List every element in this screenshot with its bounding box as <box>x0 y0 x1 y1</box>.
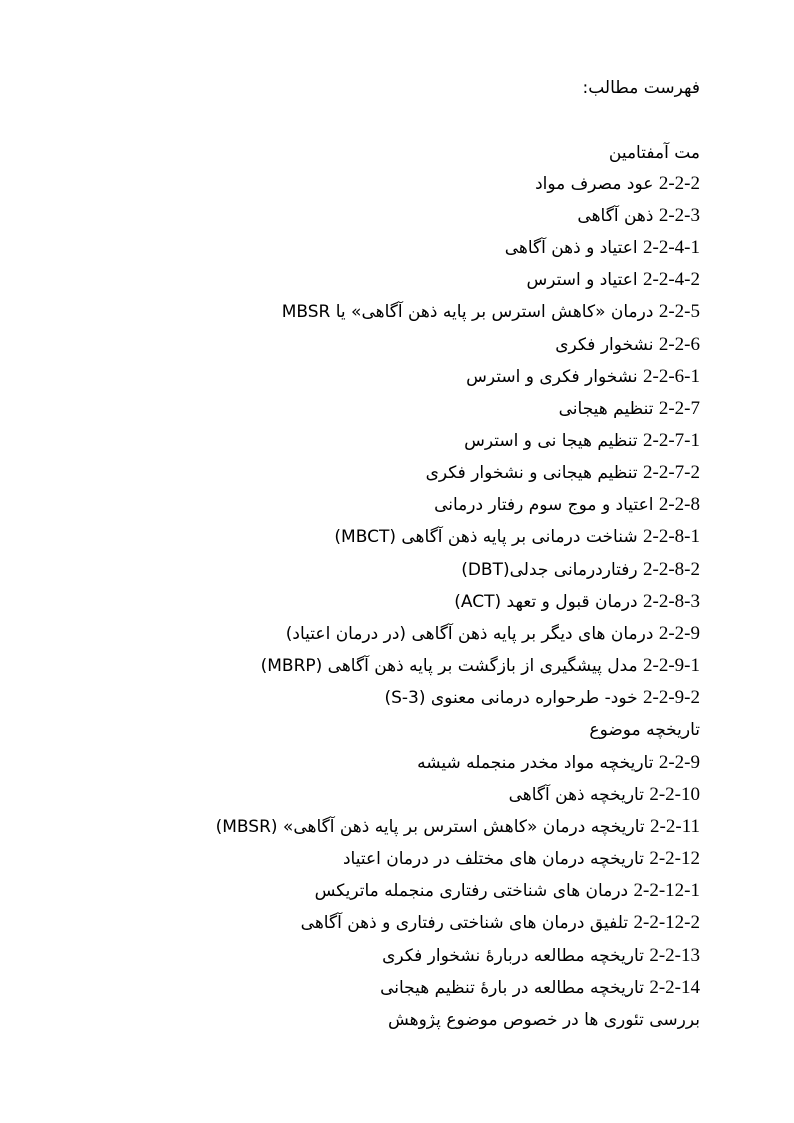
toc-entry: 2-2-7-2 تنظیم هیجانی و نشخوار فکری <box>425 462 700 483</box>
toc-entry: 2-2-11 تاریخچه درمان «کاهش استرس بر پایه ذهن آگاهی» (MBSR) <box>215 816 700 837</box>
toc-entry: 2-2-3 ذهن آگاهی <box>577 205 700 226</box>
toc-entry: 2-2-14 تاریخچه مطالعه در بارۀ تنظیم هیجانی <box>380 977 700 998</box>
toc-entry: 2-2-12-2 تلفیق درمان های شناختی رفتاری و ذهن آگاهی <box>300 912 700 933</box>
toc-entry: 2-2-5 درمان «کاهش استرس بر پایه ذهن آگاهی» یا MBSR <box>281 301 700 322</box>
toc-entry: 2-2-9-1 مدل پیشگیری از بازگشت بر پایه ذهن آگاهی (MBRP) <box>260 655 700 676</box>
toc-entry: 2-2-8 اعتیاد و موج سوم رفتار درمانی <box>434 494 700 515</box>
toc-entry: 2-2-9 درمان های دیگر بر پایه ذهن آگاهی (در درمان اعتیاد) <box>285 623 700 644</box>
toc-entry: 2-2-7 تنظیم هیجانی <box>558 398 700 419</box>
toc-entry: 2-2-8-1 شناخت درمانی بر پایه ذهن آگاهی (MBCT) <box>334 526 700 547</box>
toc-entry: 2-2-6-1 نشخوار فکری و استرس <box>466 366 700 387</box>
toc-entry: 2-2-10 تاریخچه ذهن آگاهی <box>508 784 700 805</box>
toc-title: فهرست مطالب: <box>582 78 700 98</box>
toc-section-heading: بررسی تئوری ها در خصوص موضوع پژوهش <box>387 1010 700 1030</box>
toc-entry: 2-2-9-2 خود- طرحواره درمانی معنوی (S-3) <box>384 687 700 708</box>
toc-entry: 2-2-4-2 اعتیاد و استرس <box>526 269 700 290</box>
toc-entry: مت آمفتامین <box>608 143 700 163</box>
toc-entry: 2-2-13 تاریخچه مطالعه دربارۀ نشخوار فکری <box>382 945 700 966</box>
toc-entry: 2-2-12 تاریخچه درمان های مختلف در درمان اعتیاد <box>342 848 700 869</box>
toc-entry: 2-2-7-1 تنظیم هیجا نی و استرس <box>464 430 700 451</box>
toc-entry: 2-2-4-1 اعتیاد و ذهن آگاهی <box>504 237 700 258</box>
toc-entry: 2-2-8-2 رفتاردرمانی جدلی(DBT) <box>461 559 700 580</box>
toc-entry: 2-2-8-3 درمان قبول و تعهد (ACT) <box>454 591 700 612</box>
toc-section-heading: تاریخچه موضوع <box>589 720 700 740</box>
toc-entry: 2-2-12-1 درمان های شناختی رفتاری منجمله ماتریکس <box>314 880 700 901</box>
toc-entry: 2-2-9 تاریخچه مواد مخدر منجمله شیشه <box>417 752 700 773</box>
toc-entry: 2-2-2 عود مصرف مواد <box>535 173 700 194</box>
toc-entry: 2-2-6 نشخوار فکری <box>555 334 700 355</box>
